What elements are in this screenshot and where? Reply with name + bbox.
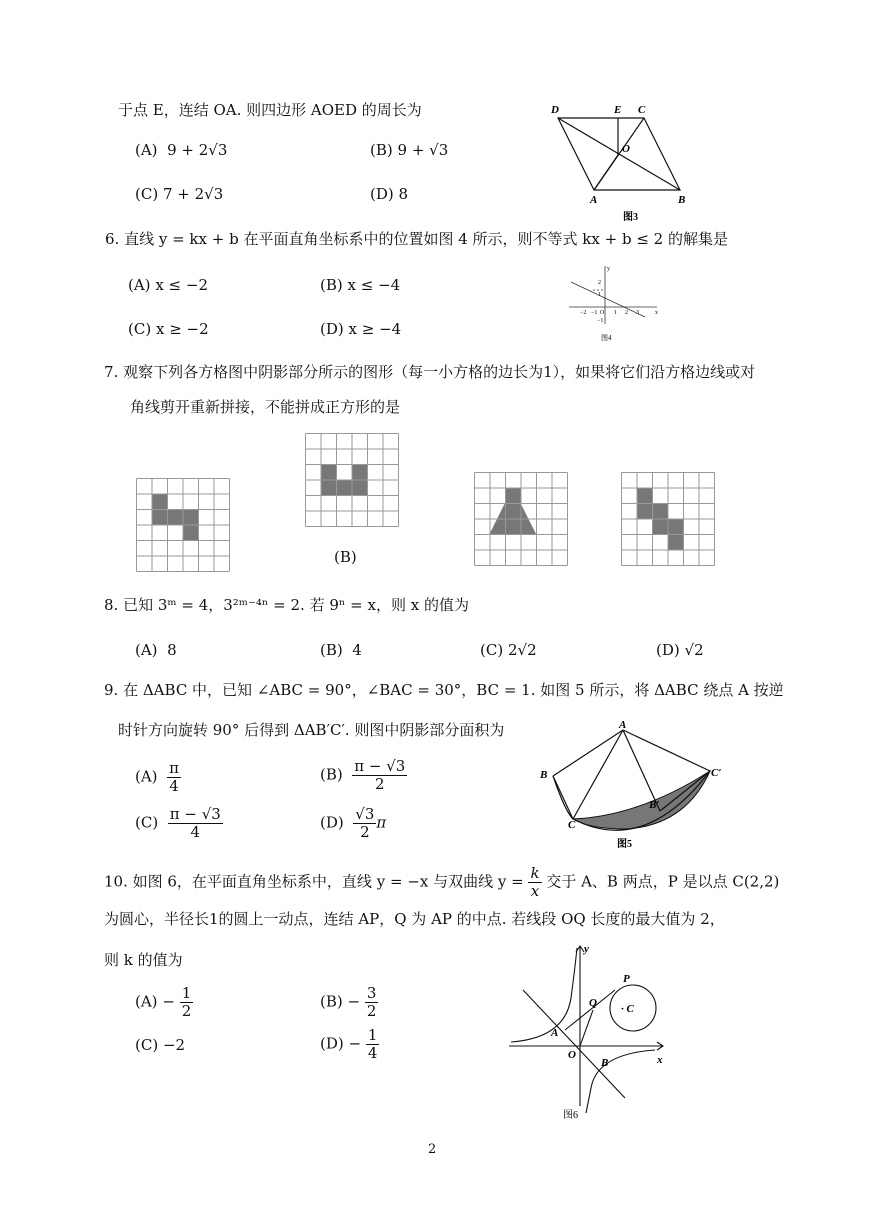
svg-text:y: y bbox=[607, 266, 610, 272]
point-c-label: C bbox=[568, 819, 576, 831]
axis-y-label: y bbox=[584, 943, 589, 955]
q5-stem: 于点 E，连结 OA. 则四边形 AOED 的周长为 bbox=[118, 101, 422, 119]
point-b-label: B bbox=[540, 769, 548, 781]
point-d-label: D bbox=[551, 104, 559, 116]
q7-stem-line1: 7. 观察下列各方格图中阴影部分所示的图形（每一小方格的边长为1），如果将它们沿方格边线或对 bbox=[104, 363, 756, 381]
point-o-label: O bbox=[622, 143, 630, 155]
svg-text:O: O bbox=[600, 310, 605, 316]
point-b-prime-label: B′ bbox=[649, 799, 660, 811]
q8-option-b: (B) 4 bbox=[320, 641, 362, 659]
figure-6-hyperbola bbox=[505, 938, 675, 1123]
grid-figure-b bbox=[305, 433, 399, 527]
grid-figure-a bbox=[136, 478, 230, 572]
point-e-label: E bbox=[614, 104, 622, 116]
q6-option-a: (A) x ≤ −2 bbox=[128, 276, 209, 294]
point-p-label: P bbox=[623, 973, 630, 985]
q8-option-a: (A) 8 bbox=[135, 641, 177, 659]
q9-stem-line1: 9. 在 ΔABC 中，已知 ∠ABC = 90°，∠BAC = 30°，BC = 1. 如图 5 所示，将 ΔABC 绕点 A 按逆 bbox=[104, 681, 784, 699]
q10-option-a: (A) − $\frac{1}{2}$ bbox=[135, 984, 192, 1020]
grid-figure-b-label: (B) bbox=[334, 548, 357, 566]
q10-option-b: (B) − $\frac{3}{2}$ bbox=[320, 984, 377, 1020]
q7-stem-line2: 角线剪开重新拼接，不能拼成正方形的是 bbox=[130, 398, 401, 416]
grid-figure-d bbox=[621, 472, 715, 566]
point-c-label: · C bbox=[621, 1003, 634, 1015]
svg-text:1: 1 bbox=[598, 292, 601, 298]
figure-4-line-graph bbox=[565, 262, 665, 344]
point-a-label: A bbox=[551, 1027, 559, 1039]
q9-option-c: (C) $\frac{\pi - √3}{4}$ bbox=[135, 805, 221, 841]
figure-3-parallelogram bbox=[548, 98, 698, 226]
q8-stem: 8. 已知 3ᵐ = 4，3²ᵐ⁻⁴ⁿ = 2. 若 9ⁿ = x，则 x 的值为 bbox=[104, 596, 469, 614]
point-b-label: B bbox=[601, 1057, 609, 1069]
axis-x-label: x bbox=[657, 1054, 663, 1066]
point-b-label: B bbox=[678, 194, 686, 206]
q10-option-d: (D) − $\frac{1}{4}$ bbox=[320, 1026, 378, 1062]
q6-stem: 6. 直线 y = kx + b 在平面直角坐标系中的位置如图 4 所示，则不等式 kx + b ≤ 2 的解集是 bbox=[105, 230, 728, 248]
figure-4-caption: 图4 bbox=[601, 334, 612, 342]
q8-option-c: (C) 2√2 bbox=[480, 641, 537, 659]
q6-option-d: (D) x ≥ −4 bbox=[320, 320, 402, 338]
origin-o-label: O bbox=[568, 1049, 576, 1061]
point-a-label: A bbox=[619, 719, 627, 731]
figure-3-caption: 图3 bbox=[623, 212, 638, 223]
point-c-prime-label: C′ bbox=[711, 767, 722, 779]
svg-text:x: x bbox=[655, 310, 658, 316]
grid-figure-c bbox=[474, 472, 568, 566]
q5-option-a: (A) 9 + 2√3 bbox=[135, 141, 228, 159]
figure-5-caption: 图5 bbox=[617, 839, 632, 850]
svg-text:−1: −1 bbox=[591, 310, 598, 316]
q10-stem-line3: 则 k 的值为 bbox=[104, 951, 183, 969]
q9-option-a: (A) $\frac{\pi}{4}$ bbox=[135, 759, 179, 795]
svg-text:−2: −2 bbox=[580, 310, 587, 316]
q8-option-d: (D) √2 bbox=[656, 641, 704, 659]
page-number: 2 bbox=[428, 1142, 437, 1157]
q9-option-d: (D) $\frac{√3}{2}$ π bbox=[320, 805, 387, 841]
q5-option-c: (C) 7 + 2√3 bbox=[135, 185, 224, 203]
point-a-label: A bbox=[590, 194, 598, 206]
figure-5-rotation bbox=[535, 716, 735, 856]
q10-stem-line1: 10. 如图 6，在平面直角坐标系中，直线 y = −x 与双曲线 y = $\frac{k}{x}$ 交于 A、B 两点，P 是以点 C(2,2) bbox=[104, 864, 780, 900]
q6-option-b: (B) x ≤ −4 bbox=[320, 276, 401, 294]
svg-text:2: 2 bbox=[598, 280, 601, 286]
svg-text:3: 3 bbox=[636, 310, 639, 316]
figure-6-caption: 图6 bbox=[563, 1110, 578, 1121]
svg-text:−1: −1 bbox=[597, 318, 604, 324]
q5-option-b: (B) 9 + √3 bbox=[370, 141, 449, 159]
q9-stem-line2: 时针方向旋转 90° 后得到 ΔAB′C′. 则图中阴影部分面积为 bbox=[118, 721, 505, 739]
svg-text:1: 1 bbox=[614, 310, 617, 316]
q10-option-c: (C) −2 bbox=[135, 1036, 186, 1054]
q9-option-b: (B) $\frac{\pi - √3}{2}$ bbox=[320, 757, 406, 793]
q6-option-c: (C) x ≥ −2 bbox=[128, 320, 209, 338]
q5-option-d: (D) 8 bbox=[370, 185, 409, 203]
point-c-label: C bbox=[638, 104, 646, 116]
svg-text:2: 2 bbox=[625, 310, 628, 316]
q10-stem-line2: 为圆心，半径长1的圆上一动点，连结 AP，Q 为 AP 的中点. 若线段 OQ 长度的最大值为 2， bbox=[104, 910, 725, 928]
point-q-label: Q bbox=[589, 997, 597, 1009]
